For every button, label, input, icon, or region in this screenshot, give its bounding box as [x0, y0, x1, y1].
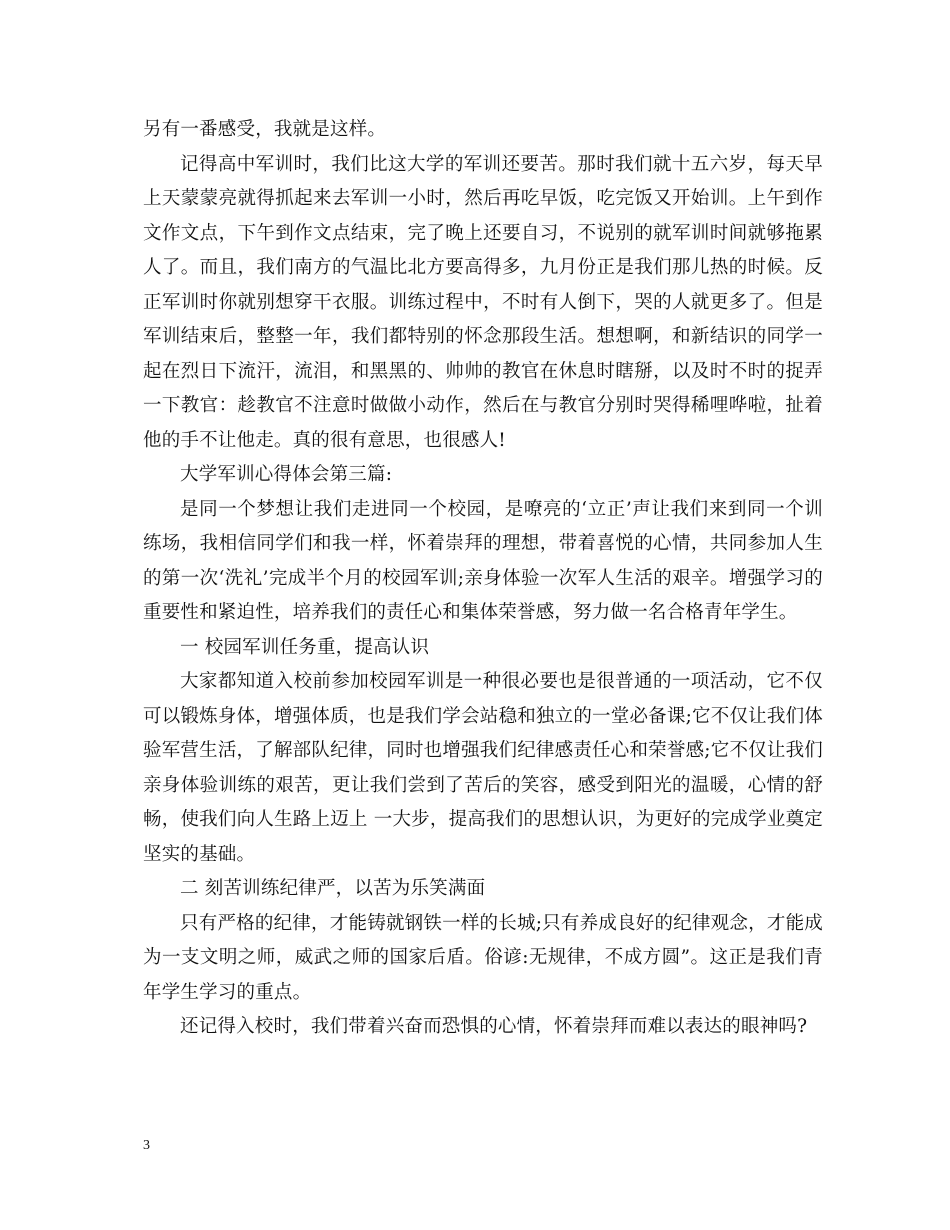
section-heading-third-article: 大学军训心得体会第三篇: [180, 464, 393, 485]
paragraph-3: 是同一个梦想让我们走进同一个校园，是嘹亮的‘立正’声让我们来到同一个训练场，我相信同学们和我一样，怀着崇拜的理想，带着喜悦的心情，共同参加人生的第一次‘洗礼’完成半个月的校园军训;亲身体验一次军人生活的艰辛。增强学习的重要性和紧迫性，培养我们的责任心和集体荣誉感，努力做一名合格青年学生。 [143, 498, 823, 623]
page-number: 3 [143, 1138, 150, 1153]
subheading-one: 一 校园军训任务重，提高认识 [180, 636, 430, 658]
subheading-two: 二 刻苦训练纪律严，以苦为乐笑满面 [180, 878, 486, 899]
paragraph-1: 另有一番感受，我就是这样。 [143, 119, 387, 140]
paragraph-2: 记得高中军训时，我们比这大学的军训还要苦。那时我们就十五六岁，每天早上天蒙蒙亮就得抓起来去军训一小时，然后再吃早饭，吃完饭又开始训。上午到作文作文点，下午到作文点结束，完了晚上还要自习，不说别的就军训时间就够拖累人了。而且，我们南方的气温比北方要高得多，九月份正是我们那儿热的时候。反正军训时你就别想穿干衣服。训练过程中，不时有人倒下，哭的人就更多了。但是军训结束后，整整一年，我们都特别的怀念那段生活。想想啊，和新结识的同学一起在烈日下流汗，流泪，和黑黑的、帅帅的教官在休息时瞎掰，以及时不时的捉弄一下教官：趁教官不注意时做做小动作，然后在与教官分别时哭得稀哩哗啦，扯着他的手不让他走。真的很有意思，也很感人! [143, 153, 823, 451]
paragraph-4: 大家都知道入校前参加校园军训是一种很必要也是很普通的一项活动，它不仅可以锻炼身体，增强体质，也是我们学会站稳和独立的一堂必备课;它不仅让我们体验军营生活，了解部队纪律，同时也增强我们纪律感责任心和荣誉感;它不仅让我们亲身体验训练的艰苦，更让我们尝到了苦后的笑容，感受到阳光的温暖，心情的舒畅，使我们向人生路上迈上 一大步，提高我们的思想认识，为更好的完成学业奠定坚实的基础。 [143, 671, 823, 865]
document-body [143, 113, 823, 1045]
paragraph-5: 只有严格的纪律，才能铸就钢铁一样的长城;只有养成良好的纪律观念，才能成为一支文明之师，威武之师的国家后盾。俗谚:无规律，不成方圆”。这正是我们青年学生学习的重点。 [143, 912, 823, 1003]
paragraph-6: 还记得入校时，我们带着兴奋而恐惧的心情，怀着崇拜而难以表达的眼神吗? [180, 1016, 808, 1037]
